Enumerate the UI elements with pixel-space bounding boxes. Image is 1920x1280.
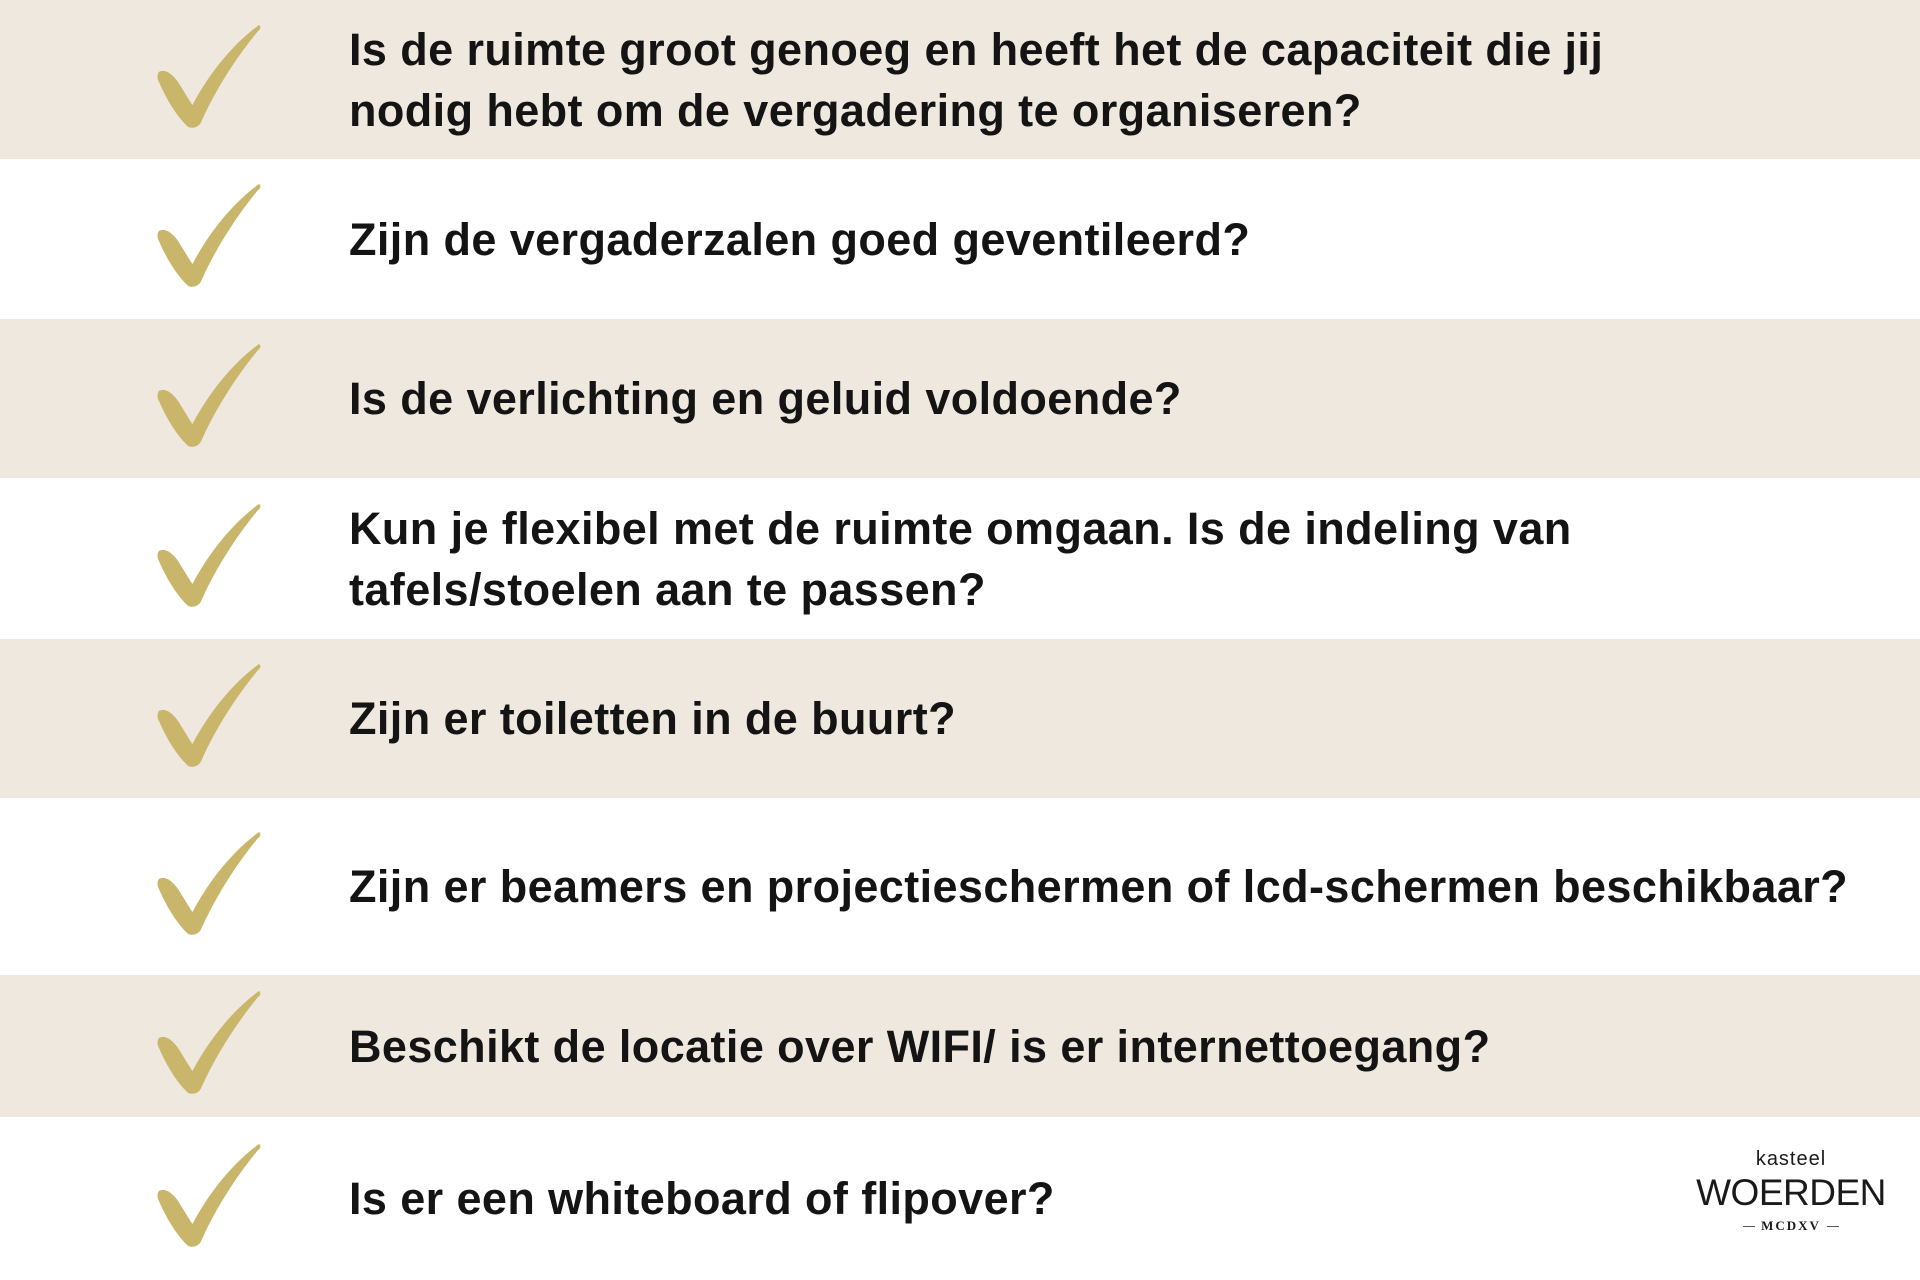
checklist-item-text bbox=[349, 498, 1572, 620]
logo-year-row bbox=[1690, 1216, 1892, 1236]
checklist-item-line: Zijn de vergaderzalen goed geventileerd? bbox=[349, 213, 1251, 265]
checklist-item-text bbox=[349, 368, 1182, 429]
check-icon bbox=[157, 502, 261, 608]
checklist-item bbox=[0, 478, 1920, 639]
checklist-item-line: Beschikt de locatie over WIFI/ is er internettoegang? bbox=[349, 1020, 1491, 1072]
checklist-item-line: nodig hebt om de vergadering te organiseren? bbox=[349, 84, 1362, 136]
logo-small-text: kasteel bbox=[1755, 1148, 1827, 1170]
checklist-item-line: Kun je flexibel met de ruimte omgaan. Is de indeling van bbox=[349, 502, 1572, 554]
checklist-item bbox=[0, 0, 1920, 159]
checklist-item-line: Zijn er beamers en projectieschermen of lcd-schermen beschikbaar? bbox=[349, 861, 1849, 912]
checklist-item bbox=[0, 639, 1920, 798]
kasteel-woerden-logo bbox=[1690, 1146, 1892, 1236]
check-icon bbox=[157, 182, 261, 288]
logo-divider bbox=[1827, 1226, 1839, 1227]
checklist-item-text bbox=[349, 19, 1603, 141]
logo-year: MCDXV bbox=[1761, 1218, 1821, 1233]
logo-name: WOERDEN bbox=[1696, 1172, 1886, 1213]
checklist-item bbox=[0, 1117, 1920, 1280]
checklist-item bbox=[0, 798, 1920, 975]
checklist-item-text bbox=[349, 1168, 1055, 1229]
check-icon bbox=[157, 662, 261, 768]
checklist-item-line: tafels/stoelen aan te passen? bbox=[349, 563, 986, 615]
checklist-item-line: Is er een whiteboard of flipover? bbox=[349, 1173, 1055, 1224]
logo-divider bbox=[1743, 1226, 1755, 1227]
check-icon bbox=[157, 989, 261, 1095]
checklist-item-text bbox=[349, 209, 1250, 270]
check-icon bbox=[157, 23, 261, 129]
checklist-item-line: Zijn er toiletten in de buurt? bbox=[349, 693, 956, 744]
checklist-item-text bbox=[349, 688, 956, 749]
checklist-item-line: Is de ruimte groot genoeg en heeft het de capaciteit die jij bbox=[349, 23, 1604, 75]
checklist-item bbox=[0, 159, 1920, 319]
checklist-item-text bbox=[349, 856, 1848, 917]
checklist-item bbox=[0, 975, 1920, 1117]
checklist-item-text bbox=[349, 1016, 1490, 1077]
checklist-item-line: Is de verlichting en geluid voldoende? bbox=[349, 373, 1182, 424]
check-icon bbox=[157, 342, 261, 448]
check-icon bbox=[157, 830, 261, 936]
check-icon bbox=[157, 1142, 261, 1248]
checklist-item bbox=[0, 319, 1920, 478]
